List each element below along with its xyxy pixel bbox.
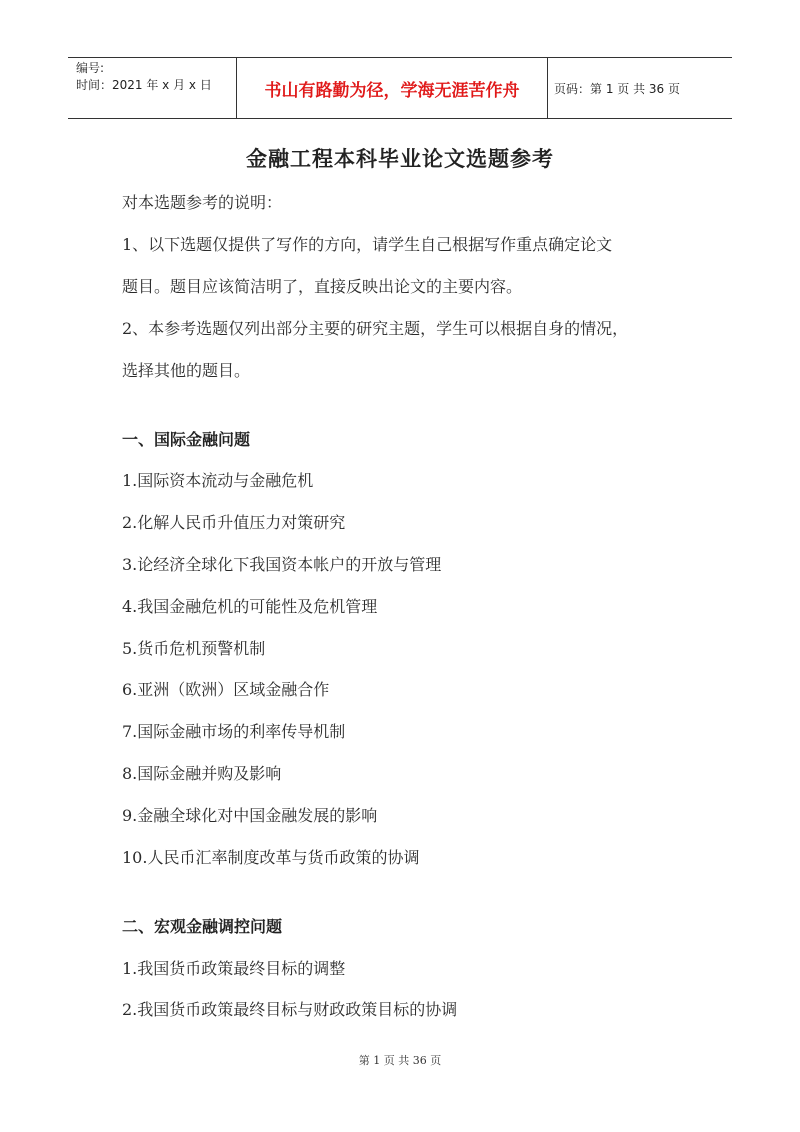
topic-item: 1.我国货币政策最终目标的调整 (122, 959, 346, 978)
section-heading-macro-finance-regulation: 二、宏观金融调控问题 (122, 917, 283, 936)
topic-item: 4.我国金融危机的可能性及危机管理 (122, 597, 378, 616)
document-title: 金融工程本科毕业论文选题参考 (246, 147, 554, 171)
topic-item: 2.我国货币政策最终目标与财政政策目标的协调 (122, 1000, 458, 1019)
topic-item: 7.国际金融市场的利率传导机制 (122, 722, 346, 741)
topic-item: 6.亚洲（欧洲）区域金融合作 (122, 680, 330, 699)
intro-note-1-line-1: 1、以下选题仅提供了写作的方向，请学生自己根据写作重点确定论文 (122, 235, 613, 254)
topic-item: 8.国际金融并购及影响 (122, 764, 282, 783)
section-heading-international-finance: 一、国际金融问题 (122, 430, 251, 449)
topic-item: 3.论经济全球化下我国资本帐户的开放与管理 (122, 555, 442, 574)
header-motto: 书山有路勤为径，学海无涯苦作舟 (236, 58, 548, 118)
header-page-info: 页码：第 1 页 共 36 页 (554, 81, 680, 96)
intro-note-2-line-1: 2、本参考选题仅列出部分主要的研究主题，学生可以根据自身的情况， (122, 319, 629, 338)
header-meta (68, 58, 236, 118)
intro-heading: 对本选题参考的说明： (122, 193, 283, 212)
page-footer: 第 1 页 共 36 页 (358, 1054, 442, 1067)
page-header (68, 57, 732, 119)
topic-item: 10.人民币汇率制度改革与货币政策的协调 (122, 848, 420, 867)
document-number-label: 编号: (76, 61, 105, 75)
intro-note-2-line-2: 选择其他的题目。 (122, 361, 251, 380)
topic-item: 5.货币危机预警机制 (122, 639, 266, 658)
document-date: 时间：2021 年 x 月 x 日 (76, 78, 212, 92)
intro-note-1-line-2: 题目。题目应该简洁明了，直接反映出论文的主要内容。 (122, 277, 523, 296)
topic-item: 2.化解人民币升值压力对策研究 (122, 513, 346, 532)
topic-item: 1.国际资本流动与金融危机 (122, 471, 314, 490)
topic-item: 9.金融全球化对中国金融发展的影响 (122, 806, 378, 825)
